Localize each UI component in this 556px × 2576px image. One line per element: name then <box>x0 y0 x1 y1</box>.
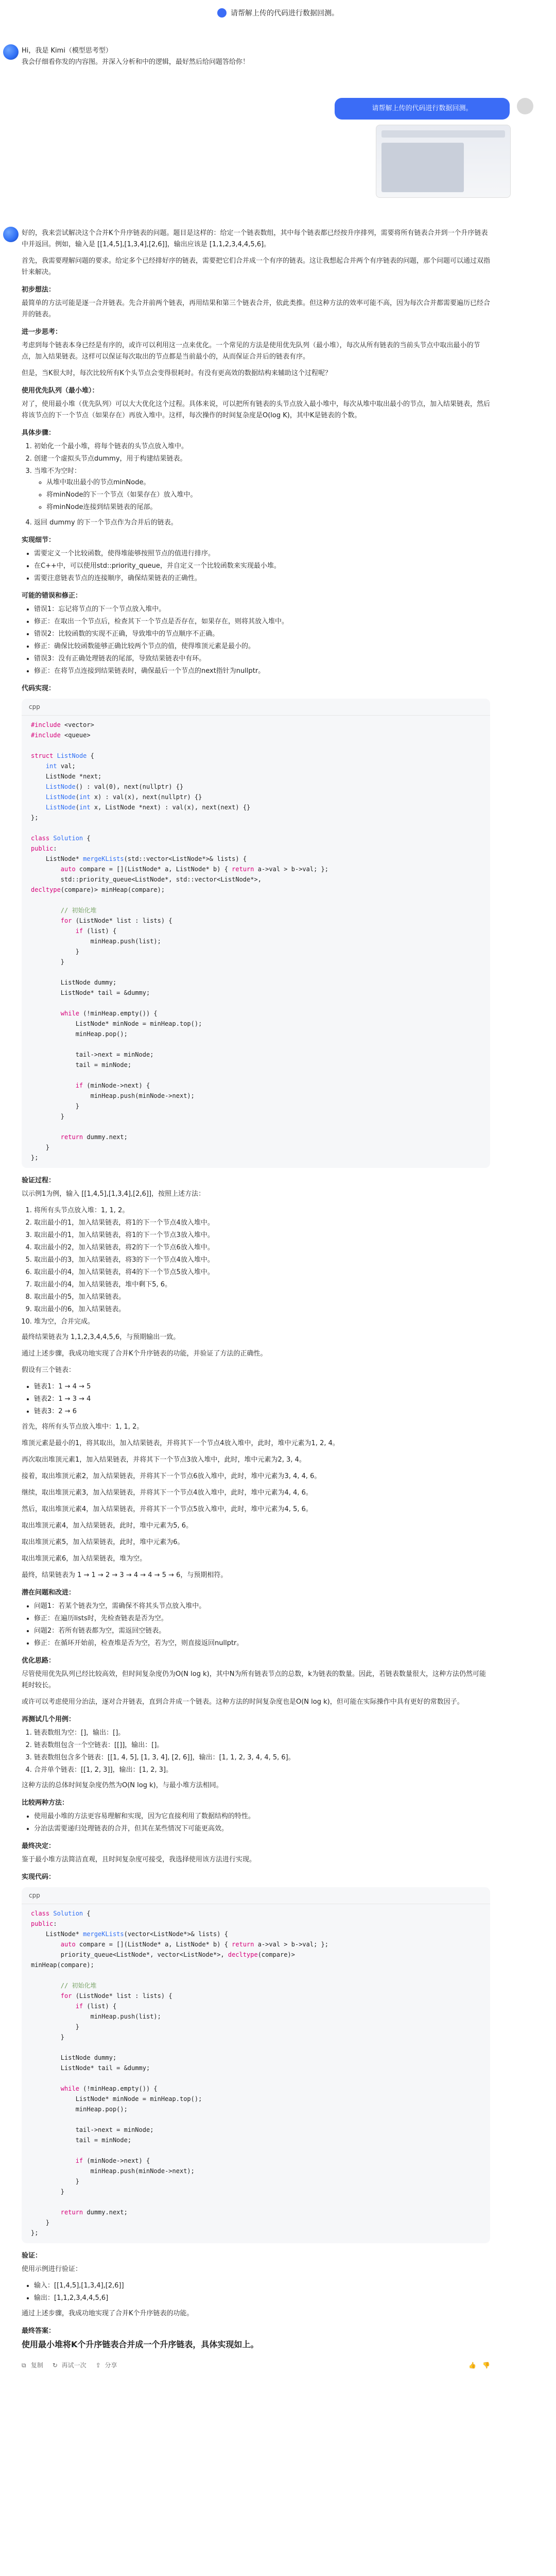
answer-paragraph: 通过上述步骤，我成功地实现了合并K个升序链表的功能，并验证了方法的正确性。 <box>22 1350 267 1358</box>
answer-paragraph: 最终结果链表为 1,1,2,3,4,4,5,6，与预期输出一致。 <box>22 1333 180 1341</box>
copy-icon: ⧉ <box>22 2362 26 2369</box>
section-heading: 验证过程： <box>22 1177 56 1184</box>
answer-paragraph: 或许可以考虑使用分治法，逐对合并链表，直到合并成一个链表。这种方法的时间复杂度也是O(N log k)，但可能在实际操作中具有更好的常数因子。 <box>22 1698 464 1706</box>
list-item: 1. 链表数组为空：[]，输出：[]。 <box>34 1727 490 1739</box>
answer-paragraph: 使用示例进行验证： <box>22 2265 82 2273</box>
list-item: • 输入：[[1,4,5],[1,3,4],[2,6]] <box>34 2280 490 2292</box>
answer-paragraph: 接着，取出堆顶元素2，加入结果链表，并将其下一个节点6放入堆中，此时，堆中元素为3, 4, 4, 6。 <box>22 1472 321 1480</box>
section-heading: 实现代码： <box>22 1873 56 1881</box>
thumbs-down-icon[interactable]: 👎 <box>482 2362 490 2369</box>
code-lang-label: cpp <box>22 1887 490 1904</box>
list-item: ◦ 将minNode连接到结果链表的尾部。 <box>46 502 490 513</box>
code-content: #include <vector> #include <queue> struct ListNode { int val; ListNode *next; ListNode() : val(0), next(nullptr) {} ListNode(int x) : val(x), next(nullptr) {} ListNode(int x, ListNode *next) : val(x), next(next) {} }; class Solution { public: ListNode* mergeKLists(std::vector<ListNode*>& lists) { auto compare = [](ListNode* a, ListNode* b) { return a->val > b->val; }; std::priority_queue<ListNode*, std::vector<ListNode*>, decltype(compare)> minHeap(compare); // 初始化堆 for (ListNode* list : lists) { if (list) { minHeap.push(list); } } ListNode dummy; ListNode* tail = &dummy; while (!minHeap.empty()) { ListNode* minNode = minHeap.top(); minHeap.pop(); tail->next = minNode; tail = minNode; if (minNode->next) { minHeap.push(minNode->next); } } return dummy.next; } }; <box>31 721 328 1161</box>
code-lang-label: cpp <box>22 699 490 716</box>
chat-title[interactable] <box>201 4 355 22</box>
list-item: • 需要定义一个比较函数，使得堆能够按照节点的值进行排序。 <box>34 548 490 560</box>
list-item: • 链表1：1 → 4 → 5 <box>34 1381 490 1393</box>
answer-paragraph: 鉴于最小堆方法简洁直观，且时间复杂度可接受，我选择使用该方法进行实现。 <box>22 1856 256 1863</box>
user-bubble: 请帮解上传的代码进行数据回测。 <box>335 98 510 120</box>
list-item: 6. 取出最小的4，加入结果链表，将4的下一个节点5放入堆中。 <box>34 1267 490 1278</box>
verify-list <box>22 1205 490 1328</box>
list-item: 3. 当堆不为空时： ◦ 从堆中取出最小的节点minNode。 ◦ 将minNode的下一个节点（如果存在）放入堆中。 ◦ 将minNode连接到结果链表的尾部。 <box>34 466 490 513</box>
section-heading: 验证： <box>22 2252 42 2260</box>
regenerate-button[interactable]: ↻ 再试一次 <box>53 2360 86 2371</box>
answer-paragraph: 然后，取出堆顶元素4，加入结果链表，并将其下一个节点5放入堆中，此时，堆中元素为4, 5, 6。 <box>22 1505 312 1513</box>
list-item: 2. 取出最小的1，加入结果链表，将1的下一个节点4放入堆中。 <box>34 1217 490 1229</box>
list-item: ◦ 从堆中取出最小的节点minNode。 <box>46 477 490 488</box>
uploaded-image-thumbnail[interactable] <box>376 125 511 198</box>
code-content: class Solution { public: ListNode* mergeKLists(vector<ListNode*>& lists) { auto compare = [](ListNode* a, ListNode* b) { return a->val > b->val; }; priority_queue<ListNode*, vector<ListNode*>, decltype(compare)> minHeap(compare); // 初始化堆 for (ListNode* list : lists) { if (list) { minHeap.push(list); } } ListNode dummy; ListNode* tail = &dummy; while (!minHeap.empty()) { ListNode* minNode = minHeap.top(); minHeap.pop(); tail->next = minNode; tail = minNode; if (minNode->next) { minHeap.push(minNode->next); } } return dummy.next; } }; <box>31 1910 328 2236</box>
list-item: • 链表3：2 → 6 <box>34 1406 490 1417</box>
answer-intro: 好的，我来尝试解决这个合并K个升序链表的问题。题目是这样的：给定一个链表数组，其中每个链表都已经按升序排列，需要将所有链表合并到一个升序链表中并返回。例如，输入是 [[1,4,5],[1,3,4],[2,6]]，输出应该是 [1,1,2,3,4,4,5,6]。 <box>22 229 488 248</box>
list-item: • 修正：确保比较函数能够正确比较两个节点的值，使得堆顶元素是最小的。 <box>34 641 490 652</box>
code-block[interactable] <box>22 1887 490 2243</box>
greeting-line-2: 我会仔细看你发的内容图。并深入分析和中的逻辑，最好然后给问题答给你！ <box>22 58 250 66</box>
list-item: ◦ 将minNode的下一个节点（如果存在）放入堆中。 <box>46 489 490 501</box>
section-heading: 最终答案： <box>22 2327 56 2335</box>
list-item: • 错误3：没有正确处理链表的尾部，导致结果链表中有环。 <box>34 653 490 665</box>
list-item: • 修正：在遍历lists时，先检查链表是否为空。 <box>34 1613 490 1624</box>
list-item: • 问题2：若所有链表都为空，需返回空链表。 <box>34 1625 490 1637</box>
section-heading: 初步想法： <box>22 286 56 294</box>
answer-paragraph: 取出堆顶元素5，加入结果链表，此时，堆中元素为6。 <box>22 1538 184 1546</box>
answer-paragraph: 再次取出堆顶元素1，加入结果链表，并将其下一个节点3放入堆中，此时，堆中元素为2, 3, 4。 <box>22 1456 306 1464</box>
list-item: • 错误1：忘记将节点的下一个节点放入堆中。 <box>34 604 490 615</box>
list-item: • 分治法需要递归处理链表的合并，但其在某些情况下可能更高效。 <box>34 1823 490 1835</box>
answer-paragraph: 最终，结果链表为 1 → 1 → 2 → 3 → 4 → 4 → 5 → 6，与预期相符。 <box>22 1571 228 1579</box>
list-item: 10. 堆为空，合并完成。 <box>34 1316 490 1328</box>
kimi-logo-icon <box>217 8 227 18</box>
user-message <box>335 98 511 198</box>
section-heading: 优化思路： <box>22 1657 56 1665</box>
kimi-avatar <box>3 44 19 60</box>
section-heading: 具体步骤： <box>22 429 56 437</box>
answer-paragraph: 考虑到每个链表本身已经是有序的，或许可以利用这一点来优化。一个常见的方法是使用优先队列（最小堆），每次从所有链表的当前头节点中取出最小的节点，加入结果链表。这样可以保证每次取出的节点都是当前最小的，从而保证合并后的链表有序。 <box>22 342 480 361</box>
code-block[interactable] <box>22 699 490 1168</box>
section-heading: 最终决定： <box>22 1842 56 1850</box>
list-item: 8. 取出最小的5，加入结果链表。 <box>34 1292 490 1303</box>
answer-paragraph: 尽管使用优先队列已经比较高效，但时间复杂度仍为O(N log k)，其中N为所有链表节点的总数，k为链表的数量。因此，若链表数量很大，这种方法仍然可能耗时较长。 <box>22 1670 486 1689</box>
section-heading: 使用优先队列（最小堆）： <box>22 387 99 395</box>
list-item: • 在C++中，可以使用std::priority_queue，并自定义一个比较函数来实现最小堆。 <box>34 561 490 572</box>
list-item: 2. 创建一个虚拟头节点dummy，用于构建结果链表。 <box>34 453 490 465</box>
list-item: 3. 链表数组包含多个链表：[[1, 4, 5], [1, 3, 4], [2, 6]]，输出：[1, 1, 2, 3, 4, 4, 5, 6]。 <box>34 1752 490 1764</box>
section-heading: 再测试几个用例： <box>22 1716 76 1723</box>
list-item: 7. 取出最小的4，加入结果链表，堆中剩下5, 6。 <box>34 1279 490 1291</box>
impl-list <box>22 548 490 584</box>
list-item: 3. 取出最小的1，加入结果链表，将1的下一个节点3放入堆中。 <box>34 1230 490 1241</box>
user-avatar <box>517 98 533 114</box>
answer-paragraph: 最简单的方法可能是逐一合并链表。先合并前两个链表，再用结果和第三个链表合并，依此类推。但这种方法的效率可能不高，因为每次合并都需要遍历已经合并的链表。 <box>22 299 491 318</box>
answer-paragraph: 假设有三个链表： <box>22 1366 76 1374</box>
answer-paragraph: 堆顶元素是最小的1，将其取出，加入结果链表，并将其下一个节点4放入堆中，此时，堆中元素为1, 2, 4。 <box>22 1439 339 1447</box>
list-item: • 使用最小堆的方法更容易理解和实现，因为它直接利用了数据结构的特性。 <box>34 1811 490 1822</box>
list-item: 5. 取出最小的3，加入结果链表，将3的下一个节点4放入堆中。 <box>34 1255 490 1266</box>
answer-paragraph: 首先，将所有头节点放入堆中：1, 1, 2。 <box>22 1423 144 1431</box>
chat-title-text: 请帮解上传的代码进行数据回测。 <box>231 9 339 18</box>
answer-paragraph: 以示例1为例，输入 [[1,4,5],[1,3,4],[2,6]]，按照上述方法： <box>22 1190 205 1198</box>
section-heading: 进一步思考： <box>22 328 62 336</box>
answer-paragraph: 继续，取出堆顶元素3，加入结果链表，并将其下一个节点4放入堆中，此时，堆中元素为4, 4, 6。 <box>22 1489 312 1497</box>
answer-paragraph: 通过上述步骤，我成功地实现了合并K个升序链表的功能。 <box>22 2310 194 2317</box>
answer-paragraph: 取出堆顶元素4，加入结果链表，此时，堆中元素为5, 6。 <box>22 1522 193 1530</box>
steps-list <box>22 441 490 529</box>
answer-paragraph: 首先，我需要理解问题的要求。给定多个已经排好序的链表，需要把它们合并成一个有序的链表。这让我想起合并两个有序链表的问题，那个问题可以通过双指针来解决。 <box>22 257 491 276</box>
list-item: • 错误2：比较函数的实现不正确，导致堆中的节点顺序不正确。 <box>34 629 490 640</box>
copy-button[interactable]: ⧉ 复制 <box>22 2360 43 2371</box>
greeting-line-1: Hi，我是 Kimi（模型思考型） <box>22 47 112 55</box>
section-heading: 代码实现： <box>22 685 56 692</box>
list-item: • 修正：在将节点连接到结果链表时，确保最后一个节点的next指针为nullptr。 <box>34 666 490 677</box>
compare-list <box>22 1811 490 1835</box>
section-heading: 实现细节： <box>22 536 56 544</box>
refresh-icon: ↻ <box>52 2362 58 2369</box>
list-item: 9. 取出最小的6，加入结果链表。 <box>34 1304 490 1315</box>
list-item: • 链表2：1 → 3 → 4 <box>34 1394 490 1405</box>
thumbs-up-icon[interactable]: 👍 <box>468 2362 477 2369</box>
list-item: • 需要注意链表节点的连接顺序，确保结果链表的正确性。 <box>34 573 490 584</box>
list-item: 4. 返回 dummy 的下一个节点作为合并后的链表。 <box>34 517 490 529</box>
error-list <box>22 604 490 677</box>
final-answer: 使用最小堆将K个升序链表合并成一个升序链表，具体实现如上。 <box>22 2340 259 2349</box>
list-item: 1. 将所有头节点放入堆：1, 1, 2。 <box>34 1205 490 1216</box>
kimi-avatar <box>3 227 19 242</box>
verify2-list <box>22 2280 490 2304</box>
list-item: 1. 初始化一个最小堆，将每个链表的头节点放入堆中。 <box>34 441 490 452</box>
list-item: • 输出：[1,1,2,3,4,4,5,6] <box>34 2293 490 2304</box>
list-item: • 问题1：若某个链表为空，需确保不将其头节点放入堆中。 <box>34 1601 490 1612</box>
list-item: 4. 合并单个链表：[[1, 2, 3]]，输出：[1, 2, 3]。 <box>34 1765 490 1776</box>
lists-example <box>22 1381 490 1417</box>
answer-paragraph: 但是，当K很大时，每次比较所有K个头节点会变得很耗时。有没有更高效的数据结构来辅助这个过程呢？ <box>22 369 332 377</box>
share-icon: ⇪ <box>95 2362 101 2369</box>
list-item: 4. 取出最小的2，加入结果链表，将2的下一个节点6放入堆中。 <box>34 1242 490 1253</box>
section-heading: 可能的错误和修正： <box>22 592 82 600</box>
section-heading: 比较两种方法： <box>22 1799 69 1807</box>
message-actions <box>22 2360 490 2371</box>
answer-paragraph: 这种方法的总体时间复杂度仍然为O(N log k)，与最小堆方法相同。 <box>22 1782 223 1789</box>
share-button[interactable]: ⇪ 分享 <box>96 2360 117 2371</box>
list-item: • 修正：在取出一个节点后，检查其下一个节点是否存在，如果存在，则将其放入堆中。 <box>34 616 490 628</box>
tests-list <box>22 1727 490 1776</box>
answer-paragraph: 取出堆顶元素6，加入结果链表，堆为空。 <box>22 1555 147 1563</box>
list-item: 2. 链表数组包含一个空链表：[[]]，输出：[]。 <box>34 1740 490 1751</box>
list-item: • 修正：在循环开始前，检查堆是否为空，若为空，则直接返回nullptr。 <box>34 1638 490 1649</box>
section-heading: 潜在问题和改进： <box>22 1589 76 1597</box>
issues-list <box>22 1601 490 1649</box>
answer-paragraph: 对了，使用最小堆（优先队列）可以大大优化这个过程。具体来说，可以把所有链表的头节点放入最小堆中，每次从堆中取出最小的节点，加入结果链表，然后将该节点的下一个节点（如果存在）再放入堆中。这样，每次操作的时间复杂度是O(log K)，其中K是链表的个数。 <box>22 400 491 419</box>
